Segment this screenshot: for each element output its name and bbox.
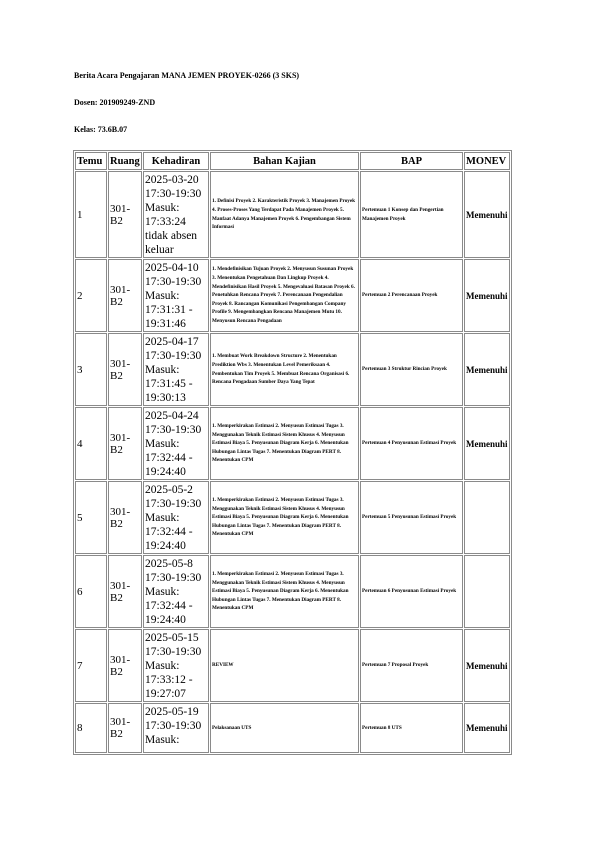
- kehadiran-line: 17:30-19:30: [145, 498, 202, 510]
- cell-kehadiran: [143, 333, 209, 406]
- kehadiran-line: Masuk:: [145, 734, 180, 746]
- cell-bap: Pertemuan 5 Penyusunan Estimasi Proyek: [360, 481, 463, 554]
- cell-bap: Pertemuan 3 Struktur Rincian Proyek: [360, 333, 463, 406]
- cell-bahan-kajian: Pelaksanaan UTS: [210, 703, 359, 753]
- kehadiran-line: Masuk:: [145, 364, 180, 376]
- cell-bap: Pertemuan 1 Konsep dan Pengertian Manajemen Proyek: [360, 171, 463, 258]
- kehadiran-line: 17:32:44 -: [145, 526, 193, 538]
- lecturer-id: Dosen: 201909249-ZND: [74, 98, 156, 107]
- kehadiran-line: 17:32:44 -: [145, 452, 193, 464]
- kehadiran-line: Masuk:: [145, 660, 180, 672]
- kehadiran-line: 19:24:40: [145, 540, 186, 552]
- cell-bap: Pertemuan 8 UTS: [360, 703, 463, 753]
- cell-temu: 6: [75, 555, 107, 628]
- col-header-ruang: Ruang: [108, 152, 142, 170]
- kehadiran-line: 19:24:40: [145, 614, 186, 626]
- kehadiran-line: 17:30-19:30: [145, 424, 202, 436]
- cell-monev: Memenuhi: [464, 259, 510, 332]
- col-header-kehadiran: Kehadiran: [143, 152, 209, 170]
- table-row: [75, 629, 510, 702]
- kehadiran-line: 17:32:44 -: [145, 600, 193, 612]
- cell-ruang: 301- B2: [108, 555, 142, 628]
- kehadiran-line: 17:30-19:30: [145, 646, 202, 658]
- cell-bahan-kajian: 1. Memperkirakan Estimasi 2. Menyusun Estimasi Tugas 3. Menggunakan Teknik Estimasi Sistem Khusus 4. Menyusun Estimasi Biaya 5. Penyusunan Diagram Kerja 6. Menentukan Hubungan Lintas Tugas 7. Menentukan Diagram PERT 8. Menentukan CPM: [210, 407, 359, 480]
- cell-kehadiran: [143, 407, 209, 480]
- cell-bahan-kajian: 1. Definisi Proyek 2. Karakteristik Proyek 3. Manajemen Proyek 4. Proses-Proses Yang Terdapat Pada Manajemen Proyek 5. Manfaat Adanya Manajemen Proyek 6. Pengembangan Sistem Informasi: [210, 171, 359, 258]
- cell-temu: 3: [75, 333, 107, 406]
- table-row: [75, 333, 510, 406]
- cell-ruang: 301- B2: [108, 407, 142, 480]
- kehadiran-line: Masuk:: [145, 202, 180, 214]
- cell-monev: Memenuhi: [464, 171, 510, 258]
- cell-ruang: 301- B2: [108, 171, 142, 258]
- kehadiran-line: 17:33:24: [145, 216, 186, 228]
- cell-kehadiran: [143, 481, 209, 554]
- table-row: [75, 407, 510, 480]
- cell-ruang: 301- B2: [108, 333, 142, 406]
- cell-bahan-kajian: 1. Membuat Work Breakdown Structure 2. Menentukan Prediktion Wbs 3. Menentukan Level Pemeriksaan 4. Pembentukan Tim Proyek 5. Membuat Rencana Organisasi 6. Rencana Pengadaan Sumber Daya Yang Tepat: [210, 333, 359, 406]
- table-row: [75, 481, 510, 554]
- table-row: [75, 703, 510, 753]
- col-header-temu: Temu: [75, 152, 107, 170]
- kehadiran-line: 2025-05-8: [145, 558, 193, 570]
- cell-ruang: 301- B2: [108, 629, 142, 702]
- cell-bahan-kajian: 1. Memperkirakan Estimasi 2. Menyusun Estimasi Tugas 3. Menggunakan Teknik Estimasi Sistem Khusus 4. Menyusun Estimasi Biaya 5. Penyusunan Diagram Kerja 6. Menentukan Hubungan Lintas Tugas 7. Menentukan Diagram PERT 8. Menentukan CPM: [210, 481, 359, 554]
- cell-monev: Memenuhi: [464, 629, 510, 702]
- document-title: Berita Acara Pengajaran MANA JEMEN PROYEK-0266 (3 SKS): [74, 71, 300, 80]
- cell-ruang: 301- B2: [108, 481, 142, 554]
- cell-bahan-kajian: 1. Mendefinisikan Tujuan Proyek 2. Menyusun Susunan Proyek 3. Menentukan Pengetahuan Dan Lingkup Proyek 4. Mendefinisikan Hasil Proyek 5. Mengevaluasi Batasan Proyek 6. Penetuhkan Rencana Proyek 7. Perencanaan Pengendalian Proyek 8. Rancangan Komunikasi Pengembangan Company Profile 9. Mengembangkan Rencana Manajemen Mutu 10. Menyusun Rencana Pengadaan: [210, 259, 359, 332]
- col-header-monev: MONEV: [464, 152, 510, 170]
- cell-monev: Memenuhi: [464, 333, 510, 406]
- cell-kehadiran: [143, 629, 209, 702]
- kehadiran-line: 17:31:31 -: [145, 304, 193, 316]
- table-header-row: [75, 152, 510, 170]
- cell-bahan-kajian: REVIEW: [210, 629, 359, 702]
- cell-kehadiran: [143, 171, 209, 258]
- cell-bap: Pertemuan 4 Penyusunan Estimasi Proyek: [360, 407, 463, 480]
- kehadiran-line: 17:30-19:30: [145, 276, 202, 288]
- cell-temu: 4: [75, 407, 107, 480]
- class-code: Kelas: 73.6B.07: [74, 125, 128, 134]
- cell-kehadiran: [143, 555, 209, 628]
- attendance-table: [73, 150, 512, 755]
- kehadiran-line: 2025-04-10: [145, 262, 199, 274]
- cell-ruang: 301- B2: [108, 703, 142, 753]
- cell-ruang: 301- B2: [108, 259, 142, 332]
- cell-monev: Memenuhi: [464, 407, 510, 480]
- cell-monev: Memenuhi: [464, 703, 510, 753]
- cell-temu: 2: [75, 259, 107, 332]
- kehadiran-line: Masuk:: [145, 290, 180, 302]
- cell-temu: 5: [75, 481, 107, 554]
- kehadiran-line: 19:31:46: [145, 318, 186, 330]
- cell-kehadiran: [143, 703, 209, 753]
- kehadiran-line: 2025-03-20: [145, 174, 199, 186]
- cell-bap: Pertemuan 7 Proposal Proyek: [360, 629, 463, 702]
- table-body: [75, 171, 510, 753]
- kehadiran-line: 17:31:45 -: [145, 378, 193, 390]
- kehadiran-line: 17:30-19:30: [145, 188, 202, 200]
- cell-kehadiran: [143, 259, 209, 332]
- kehadiran-line: 2025-05-19: [145, 706, 199, 718]
- kehadiran-line: 17:30-19:30: [145, 350, 202, 362]
- kehadiran-line: 17:30-19:30: [145, 572, 202, 584]
- cell-temu: 1: [75, 171, 107, 258]
- cell-bahan-kajian: 1. Memperkirakan Estimasi 2. Menyusun Estimasi Tugas 3. Menggunakan Teknik Estimasi Sistem Khusus 4. Menyusun Estimasi Biaya 5. Penyusunan Diagram Kerja 6. Menentukan Hubungan Lintas Tugas 7. Menentukan Diagram PERT 8. Menentukan CPM: [210, 555, 359, 628]
- kehadiran-line: 2025-05-15: [145, 632, 199, 644]
- kehadiran-line: 2025-04-24: [145, 410, 199, 422]
- cell-temu: 8: [75, 703, 107, 753]
- cell-monev: [464, 481, 510, 554]
- cell-bap: Pertemuan 6 Penyusunan Estimasi Proyek: [360, 555, 463, 628]
- kehadiran-line: Masuk:: [145, 512, 180, 524]
- cell-monev: [464, 555, 510, 628]
- kehadiran-line: 2025-05-2: [145, 484, 193, 496]
- cell-temu: 7: [75, 629, 107, 702]
- table-row: [75, 555, 510, 628]
- kehadiran-line: Masuk:: [145, 586, 180, 598]
- kehadiran-line: 19:30:13: [145, 392, 186, 404]
- kehadiran-line: 19:27:07: [145, 688, 186, 700]
- col-header-bap: BAP: [360, 152, 463, 170]
- kehadiran-line: Masuk:: [145, 438, 180, 450]
- kehadiran-line: 17:30-19:30: [145, 720, 202, 732]
- col-header-bahan-kajian: Bahan Kajian: [210, 152, 359, 170]
- table-row: [75, 259, 510, 332]
- kehadiran-line: 19:24:40: [145, 466, 186, 478]
- kehadiran-line: 2025-04-17: [145, 336, 199, 348]
- kehadiran-line: keluar: [145, 244, 174, 256]
- kehadiran-line: tidak absen: [145, 230, 198, 242]
- cell-bap: Pertemuan 2 Perencanaan Proyek: [360, 259, 463, 332]
- table-row: [75, 171, 510, 258]
- kehadiran-line: 17:33:12 -: [145, 674, 193, 686]
